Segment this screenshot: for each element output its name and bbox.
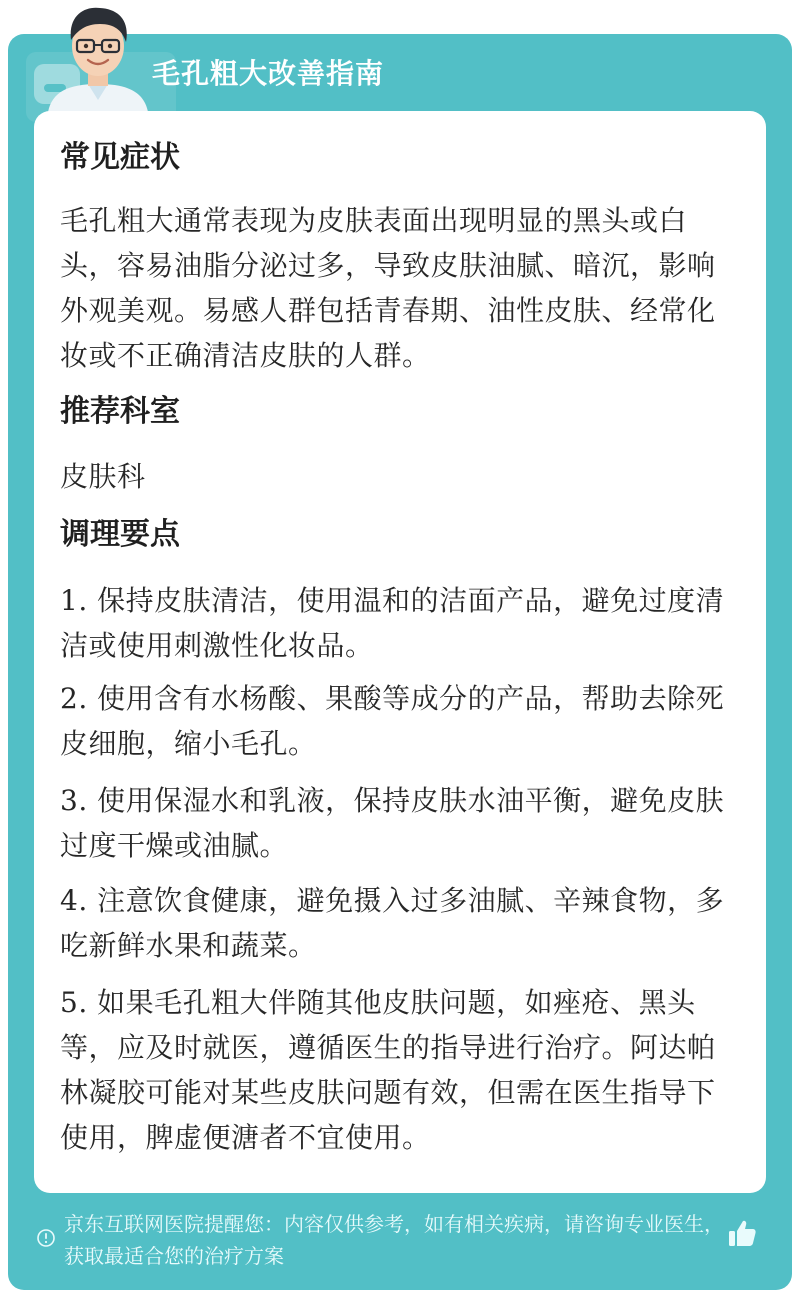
- list-item-text: 使用含有水杨酸、果酸等成分的产品，帮助去除死皮细胞，缩小毛孔。: [60, 682, 725, 760]
- list-item-text: 使用保湿水和乳液，保持皮肤水油平衡，避免皮肤过度干燥或油腻。: [60, 784, 725, 862]
- section-heading-department: 推荐科室: [60, 394, 180, 429]
- list-item: [60, 578, 728, 668]
- list-item: [60, 778, 728, 868]
- thumbs-up-icon[interactable]: [726, 1217, 758, 1249]
- section-heading-care-points: 调理要点: [60, 517, 180, 552]
- section-body-symptoms: 毛孔粗大通常表现为皮肤表面出现明显的黑头或白头，容易油脂分泌过多，导致皮肤油腻、暗沉，影响外观美观。易感人群包括青春期、油性皮肤、经常化妆或不正确清洁皮肤的人群。: [60, 204, 716, 372]
- section-body-department: 皮肤科: [60, 460, 146, 493]
- list-item-text: 保持皮肤清洁，使用温和的洁面产品，避免过度清洁或使用刺激性化妆品。: [60, 584, 725, 662]
- info-icon: [36, 1228, 56, 1248]
- list-item-number: 1.: [60, 584, 88, 617]
- doctor-avatar: [38, 0, 158, 112]
- list-item: [60, 878, 728, 968]
- list-item-text: 注意饮食健康，避免摄入过多油腻、辛辣食物，多吃新鲜水果和蔬菜。: [60, 884, 725, 962]
- list-item-number: 4.: [60, 884, 88, 917]
- section-heading-symptoms: 常见症状: [60, 140, 180, 175]
- list-item: [60, 980, 728, 1160]
- list-item: [60, 676, 728, 766]
- list-item-number: 5.: [60, 986, 88, 1019]
- list-item-number: 2.: [60, 682, 88, 715]
- disclaimer-text: 京东互联网医院提醒您：内容仅供参考，如有相关疾病，请咨询专业医生，获取最适合您的治疗方案: [64, 1212, 724, 1268]
- list-item-number: 3.: [60, 784, 88, 817]
- page-title: 毛孔粗大改善指南: [152, 57, 385, 90]
- list-item-text: 如果毛孔粗大伴随其他皮肤问题，如痤疮、黑头等，应及时就医，遵循医生的指导进行治疗。阿达帕林凝胶可能对某些皮肤问题有效，但需在医生指导下使用，脾虚便溏者不宜使用。: [60, 986, 716, 1154]
